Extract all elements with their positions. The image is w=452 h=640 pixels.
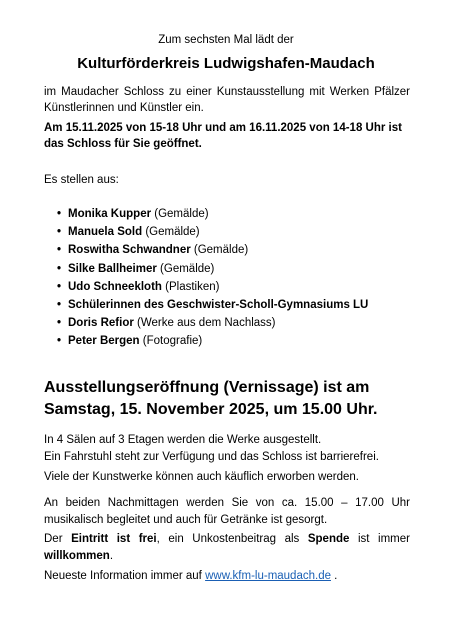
bullet-icon: • (57, 280, 62, 293)
artist-detail: (Gemälde) (156, 262, 215, 275)
bullet-icon: • (57, 335, 62, 348)
artist-name: Roswitha Schwandner (68, 244, 191, 257)
halls-line: In 4 Sälen auf 3 Etagen werden die Werke ausgestellt. (44, 434, 322, 446)
bullet-icon: • (57, 262, 62, 275)
list-item (44, 223, 368, 241)
info-label: Neueste Information immer auf (44, 570, 206, 582)
bullet-icon: • (57, 226, 62, 239)
halls-text (44, 432, 410, 465)
list-item (44, 314, 368, 332)
admission-text (44, 531, 410, 564)
list-item (44, 205, 368, 223)
bullet-icon: • (57, 298, 62, 311)
admission-part: . (109, 549, 114, 562)
artist-name: Doris Refior (68, 317, 134, 330)
invitation-text: im Maudacher Schloss zu einer Kunstausstellung mit Werken Pfälzer Künstlerinnen und Künstler ein. (44, 86, 410, 114)
intro-line: Zum sechsten Mal lädt der (158, 34, 294, 46)
organization-title: Kulturförderkreis Ludwigshafen-Maudach (77, 55, 375, 72)
vernissage-heading: Ausstellungseröffnung (Vernissage) ist am Samstag, 15. November 2025, um 15.00 Uhr. (44, 379, 378, 418)
artist-name: Schülerinnen des Geschwister-Scholl-Gymnasiums LU (68, 298, 369, 311)
artist-detail: (Gemälde) (151, 208, 209, 220)
list-item (44, 241, 368, 259)
artist-list (44, 205, 368, 351)
free-entry: Eintritt ist frei (71, 533, 157, 545)
exhibitors-intro: Es stellen aus: (44, 174, 119, 186)
website-link[interactable]: www.kfm-lu-maudach.de (205, 570, 331, 582)
info-text (44, 568, 410, 585)
artist-detail: (Gemälde) (190, 244, 249, 257)
artist-name: Silke Ballheimer (68, 262, 157, 275)
list-item (44, 332, 368, 350)
artist-name: Manuela Sold (68, 226, 143, 239)
accessibility-line: Ein Fahrstuhl steht zur Verfügung und das Schloss ist barrierefrei. (44, 450, 379, 463)
artist-detail: (Fotografie) (139, 335, 203, 348)
artist-detail: (Plastiken) (161, 280, 220, 293)
list-item (44, 278, 368, 296)
artist-detail: (Werke aus dem Nachlass) (133, 317, 276, 330)
donation: Spende (307, 533, 350, 545)
artist-detail: (Gemälde) (142, 226, 200, 239)
welcome: willkommen (44, 549, 110, 562)
opening-hours: Am 15.11.2025 von 15-18 Uhr und am 16.11.2025 von 14-18 Uhr ist das Schloss für Sie geöffnet. (44, 122, 402, 150)
artist-name: Monika Kupper (68, 208, 152, 220)
bullet-icon: • (57, 244, 62, 257)
list-item (44, 296, 368, 314)
artist-name: Peter Bergen (68, 335, 140, 348)
admission-part: Der (44, 533, 72, 545)
bullet-icon: • (57, 208, 62, 220)
bullet-icon: • (57, 317, 62, 330)
music-text: An beiden Nachmittagen werden Sie von ca. 15.00 – 17.00 Uhr musikalisch begleitet und auch für Getränke ist gesorgt. (44, 497, 410, 526)
admission-part: ist immer (349, 533, 410, 545)
info-suffix: . (330, 570, 338, 582)
purchase-text: Viele der Kunstwerke können auch käuflich erworben werden. (44, 471, 359, 483)
admission-part: , ein Unkostenbeitrag als (156, 533, 308, 545)
list-item (44, 260, 368, 278)
artist-name: Udo Schneekloth (68, 280, 162, 293)
